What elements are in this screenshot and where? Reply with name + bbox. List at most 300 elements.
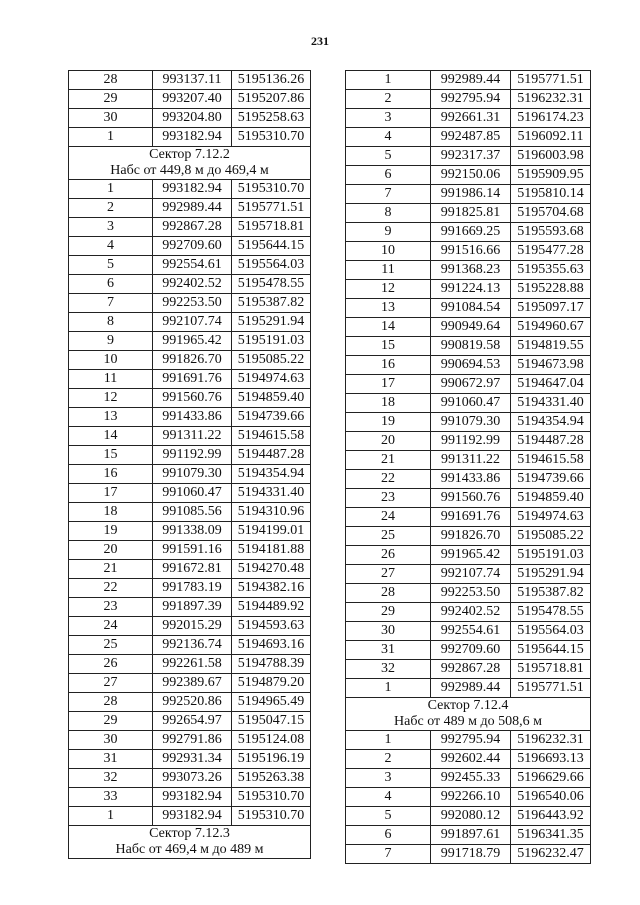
sector-header: [69, 147, 311, 180]
table-row: [69, 674, 311, 693]
y-coordinate-cell: 5194331.40: [232, 484, 311, 503]
point-number-cell: 14: [346, 318, 431, 337]
point-number-cell: 17: [346, 375, 431, 394]
y-coordinate-cell: 5196693.13: [511, 750, 591, 769]
table-row: [346, 185, 591, 204]
y-coordinate-cell: 5196341.35: [511, 826, 591, 845]
table-row: [346, 584, 591, 603]
y-coordinate-cell: 5196443.92: [511, 807, 591, 826]
point-number-cell: 29: [69, 90, 153, 109]
y-coordinate-cell: 5195136.26: [232, 71, 311, 90]
x-coordinate-cell: 991718.79: [431, 845, 511, 864]
point-number-cell: 21: [69, 560, 153, 579]
x-coordinate-cell: 992795.94: [431, 90, 511, 109]
x-coordinate-cell: 992654.97: [153, 712, 232, 731]
y-coordinate-cell: 5195771.51: [511, 71, 591, 90]
y-coordinate-cell: 5195355.63: [511, 261, 591, 280]
point-number-cell: 3: [346, 109, 431, 128]
point-number-cell: 12: [69, 389, 153, 408]
point-number-cell: 11: [346, 261, 431, 280]
table-row: [69, 560, 311, 579]
point-number-cell: 14: [69, 427, 153, 446]
table-row: [346, 394, 591, 413]
point-number-cell: 1: [346, 731, 431, 750]
x-coordinate-cell: 993182.94: [153, 180, 232, 199]
y-coordinate-cell: 5195909.95: [511, 166, 591, 185]
y-coordinate-cell: 5194788.39: [232, 655, 311, 674]
y-coordinate-cell: 5194647.04: [511, 375, 591, 394]
table-row: [69, 750, 311, 769]
y-coordinate-cell: 5195124.08: [232, 731, 311, 750]
table-row: [346, 147, 591, 166]
point-number-cell: 13: [69, 408, 153, 427]
point-number-cell: 22: [69, 579, 153, 598]
x-coordinate-cell: 991433.86: [153, 408, 232, 427]
table-row: [346, 204, 591, 223]
x-coordinate-cell: 991079.30: [153, 465, 232, 484]
table-row: [346, 280, 591, 299]
y-coordinate-cell: 5195478.55: [232, 275, 311, 294]
point-number-cell: 4: [346, 788, 431, 807]
point-number-cell: 1: [346, 679, 431, 698]
sector-title: Сектор 7.12.4: [427, 698, 509, 713]
point-number-cell: 1: [69, 128, 153, 147]
x-coordinate-cell: 990949.64: [431, 318, 511, 337]
y-coordinate-cell: 5194693.16: [232, 636, 311, 655]
point-number-cell: 11: [69, 370, 153, 389]
table-row: [346, 622, 591, 641]
table-row: [346, 508, 591, 527]
point-number-cell: 17: [69, 484, 153, 503]
table-row: [69, 807, 311, 826]
point-number-cell: 24: [346, 508, 431, 527]
y-coordinate-cell: 5195097.17: [511, 299, 591, 318]
point-number-cell: 22: [346, 470, 431, 489]
point-number-cell: 6: [346, 826, 431, 845]
point-number-cell: 31: [69, 750, 153, 769]
left-coordinates-table: [68, 70, 311, 859]
y-coordinate-cell: 5195263.38: [232, 769, 311, 788]
y-coordinate-cell: 5195310.70: [232, 180, 311, 199]
table-row: [346, 223, 591, 242]
table-row: [346, 337, 591, 356]
y-coordinate-cell: 5194310.96: [232, 503, 311, 522]
point-number-cell: 30: [346, 622, 431, 641]
table-row: [69, 731, 311, 750]
y-coordinate-cell: 5194382.16: [232, 579, 311, 598]
table-row: [346, 166, 591, 185]
x-coordinate-cell: 991965.42: [431, 546, 511, 565]
table-row: [69, 237, 311, 256]
table-row: [69, 503, 311, 522]
x-coordinate-cell: 991224.13: [431, 280, 511, 299]
x-coordinate-cell: 991433.86: [431, 470, 511, 489]
x-coordinate-cell: 991311.22: [153, 427, 232, 446]
y-coordinate-cell: 5195644.15: [511, 641, 591, 660]
x-coordinate-cell: 991826.70: [153, 351, 232, 370]
x-coordinate-cell: 991516.66: [431, 242, 511, 261]
x-coordinate-cell: 992253.50: [153, 294, 232, 313]
table-row: [69, 693, 311, 712]
x-coordinate-cell: 993137.11: [153, 71, 232, 90]
point-number-cell: 5: [69, 256, 153, 275]
y-coordinate-cell: 5195771.51: [511, 679, 591, 698]
y-coordinate-cell: 5196174.23: [511, 109, 591, 128]
table-row: [69, 769, 311, 788]
x-coordinate-cell: 993207.40: [153, 90, 232, 109]
point-number-cell: 32: [69, 769, 153, 788]
point-number-cell: 19: [346, 413, 431, 432]
x-coordinate-cell: 992989.44: [431, 679, 511, 698]
y-coordinate-cell: 5194960.67: [511, 318, 591, 337]
table-row: [69, 351, 311, 370]
y-coordinate-cell: 5194974.63: [232, 370, 311, 389]
x-coordinate-cell: 991084.54: [431, 299, 511, 318]
x-coordinate-cell: 991691.76: [431, 508, 511, 527]
sector-header-row: [69, 147, 311, 180]
y-coordinate-cell: 5195196.19: [232, 750, 311, 769]
y-coordinate-cell: 5194739.66: [511, 470, 591, 489]
table-row: [346, 470, 591, 489]
y-coordinate-cell: 5195810.14: [511, 185, 591, 204]
table-row: [346, 489, 591, 508]
point-number-cell: 29: [69, 712, 153, 731]
table-row: [69, 522, 311, 541]
x-coordinate-cell: 992709.60: [153, 237, 232, 256]
table-row: [346, 788, 591, 807]
x-coordinate-cell: 991311.22: [431, 451, 511, 470]
table-row: [346, 375, 591, 394]
table-row: [346, 261, 591, 280]
y-coordinate-cell: 5195771.51: [232, 199, 311, 218]
x-coordinate-cell: 991591.16: [153, 541, 232, 560]
point-number-cell: 24: [69, 617, 153, 636]
table-row: [69, 294, 311, 313]
table-row: [346, 299, 591, 318]
x-coordinate-cell: 992867.28: [431, 660, 511, 679]
point-number-cell: 30: [69, 109, 153, 128]
x-coordinate-cell: 992136.74: [153, 636, 232, 655]
table-row: [69, 541, 311, 560]
point-number-cell: 31: [346, 641, 431, 660]
y-coordinate-cell: 5196232.47: [511, 845, 591, 864]
table-row: [69, 109, 311, 128]
point-number-cell: 28: [69, 71, 153, 90]
y-coordinate-cell: 5194615.58: [232, 427, 311, 446]
sector-depth-range: Набс от 469,4 м до 489 м: [115, 842, 264, 857]
x-coordinate-cell: 992253.50: [431, 584, 511, 603]
x-coordinate-cell: 992661.31: [431, 109, 511, 128]
x-coordinate-cell: 992261.58: [153, 655, 232, 674]
x-coordinate-cell: 993182.94: [153, 788, 232, 807]
point-number-cell: 19: [69, 522, 153, 541]
sector-header: [346, 698, 591, 731]
x-coordinate-cell: 992795.94: [431, 731, 511, 750]
point-number-cell: 23: [69, 598, 153, 617]
point-number-cell: 10: [69, 351, 153, 370]
table-row: [346, 826, 591, 845]
point-number-cell: 29: [346, 603, 431, 622]
point-number-cell: 28: [69, 693, 153, 712]
x-coordinate-cell: 992791.86: [153, 731, 232, 750]
point-number-cell: 7: [69, 294, 153, 313]
y-coordinate-cell: 5194859.40: [511, 489, 591, 508]
x-coordinate-cell: 992317.37: [431, 147, 511, 166]
point-number-cell: 25: [69, 636, 153, 655]
y-coordinate-cell: 5194354.94: [232, 465, 311, 484]
point-number-cell: 3: [346, 769, 431, 788]
point-number-cell: 27: [346, 565, 431, 584]
x-coordinate-cell: 992602.44: [431, 750, 511, 769]
y-coordinate-cell: 5194879.20: [232, 674, 311, 693]
table-row: [346, 109, 591, 128]
y-coordinate-cell: 5194965.49: [232, 693, 311, 712]
x-coordinate-cell: 991060.47: [153, 484, 232, 503]
table-row: [69, 256, 311, 275]
right-coordinates-table: [345, 70, 591, 864]
table-row: [346, 731, 591, 750]
point-number-cell: 26: [69, 655, 153, 674]
x-coordinate-cell: 992107.74: [431, 565, 511, 584]
x-coordinate-cell: 992389.67: [153, 674, 232, 693]
table-row: [346, 565, 591, 584]
page-number: 231: [311, 34, 329, 48]
x-coordinate-cell: 991897.61: [431, 826, 511, 845]
table-row: [346, 451, 591, 470]
y-coordinate-cell: 5194487.28: [232, 446, 311, 465]
table-row: [69, 617, 311, 636]
table-row: [69, 427, 311, 446]
point-number-cell: 1: [69, 807, 153, 826]
point-number-cell: 13: [346, 299, 431, 318]
table-row: [346, 546, 591, 565]
point-number-cell: 18: [69, 503, 153, 522]
sector-depth-range: Набс от 449,8 м до 469,4 м: [110, 163, 269, 178]
point-number-cell: 27: [69, 674, 153, 693]
point-number-cell: 12: [346, 280, 431, 299]
x-coordinate-cell: 991192.99: [431, 432, 511, 451]
y-coordinate-cell: 5196540.06: [511, 788, 591, 807]
table-row: [69, 465, 311, 484]
point-number-cell: 23: [346, 489, 431, 508]
sector-header-row: [346, 698, 591, 731]
point-number-cell: 15: [69, 446, 153, 465]
table-row: [69, 275, 311, 294]
x-coordinate-cell: 991897.39: [153, 598, 232, 617]
x-coordinate-cell: 991560.76: [431, 489, 511, 508]
x-coordinate-cell: 991986.14: [431, 185, 511, 204]
y-coordinate-cell: 5194489.92: [232, 598, 311, 617]
table-row: [69, 598, 311, 617]
table-row: [346, 318, 591, 337]
x-coordinate-cell: 992402.52: [153, 275, 232, 294]
y-coordinate-cell: 5195387.82: [232, 294, 311, 313]
table-row: [69, 218, 311, 237]
y-coordinate-cell: 5195207.86: [232, 90, 311, 109]
y-coordinate-cell: 5194354.94: [511, 413, 591, 432]
sector-title: Сектор 7.12.2: [149, 147, 230, 162]
y-coordinate-cell: 5194270.48: [232, 560, 311, 579]
table-row: [346, 845, 591, 864]
y-coordinate-cell: 5195718.81: [511, 660, 591, 679]
table-row: [346, 679, 591, 698]
point-number-cell: 8: [346, 204, 431, 223]
point-number-cell: 2: [346, 750, 431, 769]
y-coordinate-cell: 5195593.68: [511, 223, 591, 242]
y-coordinate-cell: 5195387.82: [511, 584, 591, 603]
y-coordinate-cell: 5195047.15: [232, 712, 311, 731]
point-number-cell: 21: [346, 451, 431, 470]
point-number-cell: 25: [346, 527, 431, 546]
point-number-cell: 32: [346, 660, 431, 679]
y-coordinate-cell: 5195291.94: [232, 313, 311, 332]
table-row: [69, 788, 311, 807]
point-number-cell: 1: [69, 180, 153, 199]
x-coordinate-cell: 991338.09: [153, 522, 232, 541]
y-coordinate-cell: 5195478.55: [511, 603, 591, 622]
sector-header: [69, 826, 311, 859]
x-coordinate-cell: 991826.70: [431, 527, 511, 546]
sector-depth-range: Набс от 489 м до 508,6 м: [394, 714, 542, 729]
y-coordinate-cell: 5194673.98: [511, 356, 591, 375]
x-coordinate-cell: 993204.80: [153, 109, 232, 128]
y-coordinate-cell: 5195191.03: [232, 332, 311, 351]
point-number-cell: 30: [69, 731, 153, 750]
x-coordinate-cell: 992402.52: [431, 603, 511, 622]
x-coordinate-cell: 993182.94: [153, 128, 232, 147]
point-number-cell: 9: [346, 223, 431, 242]
x-coordinate-cell: 992080.12: [431, 807, 511, 826]
table-row: [69, 332, 311, 351]
y-coordinate-cell: 5195644.15: [232, 237, 311, 256]
point-number-cell: 26: [346, 546, 431, 565]
x-coordinate-cell: 992554.61: [431, 622, 511, 641]
point-number-cell: 16: [346, 356, 431, 375]
x-coordinate-cell: 992015.29: [153, 617, 232, 636]
y-coordinate-cell: 5195258.63: [232, 109, 311, 128]
y-coordinate-cell: 5194487.28: [511, 432, 591, 451]
y-coordinate-cell: 5196629.66: [511, 769, 591, 788]
y-coordinate-cell: 5195477.28: [511, 242, 591, 261]
y-coordinate-cell: 5195310.70: [232, 128, 311, 147]
x-coordinate-cell: 991965.42: [153, 332, 232, 351]
x-coordinate-cell: 992989.44: [153, 199, 232, 218]
y-coordinate-cell: 5195291.94: [511, 565, 591, 584]
table-row: [69, 408, 311, 427]
y-coordinate-cell: 5195704.68: [511, 204, 591, 223]
x-coordinate-cell: 990672.97: [431, 375, 511, 394]
y-coordinate-cell: 5194181.88: [232, 541, 311, 560]
table-row: [346, 413, 591, 432]
y-coordinate-cell: 5196232.31: [511, 90, 591, 109]
x-coordinate-cell: 990694.53: [431, 356, 511, 375]
x-coordinate-cell: 991691.76: [153, 370, 232, 389]
table-row: [346, 90, 591, 109]
point-number-cell: 9: [69, 332, 153, 351]
table-row: [346, 807, 591, 826]
y-coordinate-cell: 5194819.55: [511, 337, 591, 356]
table-row: [69, 389, 311, 408]
y-coordinate-cell: 5194199.01: [232, 522, 311, 541]
table-row: [69, 579, 311, 598]
point-number-cell: 2: [69, 199, 153, 218]
point-number-cell: 15: [346, 337, 431, 356]
x-coordinate-cell: 992107.74: [153, 313, 232, 332]
y-coordinate-cell: 5195564.03: [232, 256, 311, 275]
point-number-cell: 20: [69, 541, 153, 560]
y-coordinate-cell: 5195228.88: [511, 280, 591, 299]
table-row: [346, 128, 591, 147]
table-row: [69, 199, 311, 218]
table-row: [346, 603, 591, 622]
point-number-cell: 18: [346, 394, 431, 413]
y-coordinate-cell: 5194593.63: [232, 617, 311, 636]
y-coordinate-cell: 5195085.22: [232, 351, 311, 370]
point-number-cell: 6: [69, 275, 153, 294]
point-number-cell: 3: [69, 218, 153, 237]
table-row: [69, 71, 311, 90]
x-coordinate-cell: 991368.23: [431, 261, 511, 280]
y-coordinate-cell: 5195310.70: [232, 807, 311, 826]
x-coordinate-cell: 992989.44: [431, 71, 511, 90]
y-coordinate-cell: 5194331.40: [511, 394, 591, 413]
point-number-cell: 7: [346, 185, 431, 204]
y-coordinate-cell: 5195718.81: [232, 218, 311, 237]
x-coordinate-cell: 993073.26: [153, 769, 232, 788]
point-number-cell: 33: [69, 788, 153, 807]
table-row: [69, 655, 311, 674]
sector-title: Сектор 7.12.3: [149, 826, 230, 841]
y-coordinate-cell: 5196092.11: [511, 128, 591, 147]
x-coordinate-cell: 991060.47: [431, 394, 511, 413]
table-row: [69, 370, 311, 389]
table-row: [69, 446, 311, 465]
table-row: [346, 71, 591, 90]
y-coordinate-cell: 5196003.98: [511, 147, 591, 166]
table-row: [69, 313, 311, 332]
table-row: [69, 484, 311, 503]
point-number-cell: 6: [346, 166, 431, 185]
x-coordinate-cell: 991783.19: [153, 579, 232, 598]
x-coordinate-cell: 990819.58: [431, 337, 511, 356]
y-coordinate-cell: 5196232.31: [511, 731, 591, 750]
point-number-cell: 16: [69, 465, 153, 484]
point-number-cell: 5: [346, 147, 431, 166]
x-coordinate-cell: 992455.33: [431, 769, 511, 788]
x-coordinate-cell: 992867.28: [153, 218, 232, 237]
x-coordinate-cell: 992520.86: [153, 693, 232, 712]
x-coordinate-cell: 991085.56: [153, 503, 232, 522]
y-coordinate-cell: 5194739.66: [232, 408, 311, 427]
table-row: [346, 527, 591, 546]
point-number-cell: 4: [69, 237, 153, 256]
table-row: [346, 641, 591, 660]
sector-header-row: [69, 826, 311, 859]
point-number-cell: 7: [346, 845, 431, 864]
y-coordinate-cell: 5195310.70: [232, 788, 311, 807]
y-coordinate-cell: 5195085.22: [511, 527, 591, 546]
x-coordinate-cell: 992709.60: [431, 641, 511, 660]
y-coordinate-cell: 5194859.40: [232, 389, 311, 408]
y-coordinate-cell: 5194615.58: [511, 451, 591, 470]
x-coordinate-cell: 992266.10: [431, 788, 511, 807]
table-row: [346, 242, 591, 261]
x-coordinate-cell: 992931.34: [153, 750, 232, 769]
x-coordinate-cell: 993182.94: [153, 807, 232, 826]
x-coordinate-cell: 991079.30: [431, 413, 511, 432]
table-row: [346, 432, 591, 451]
y-coordinate-cell: 5194974.63: [511, 508, 591, 527]
